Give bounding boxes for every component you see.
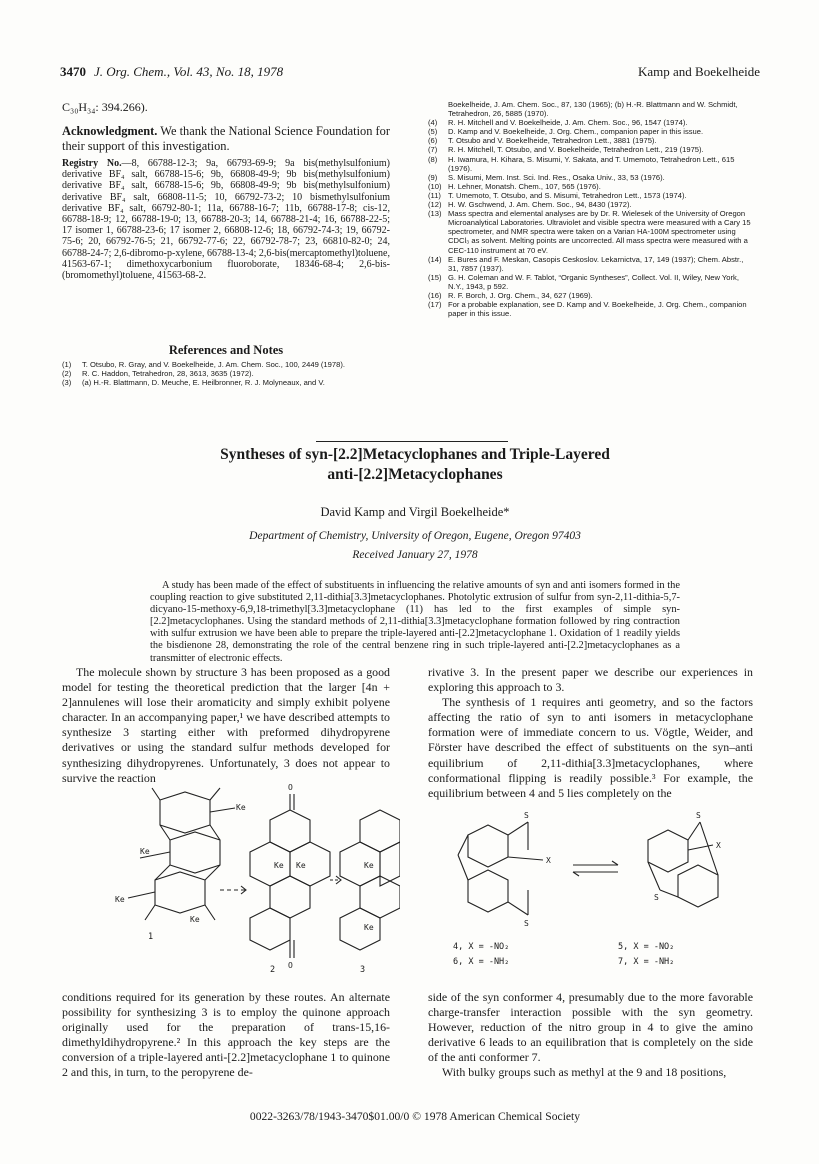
reference-item: (15) G. H. Coleman and W. F. Tablot, “Organic Syntheses”, Collect. Vol. II, Wiley, New York, N.Y., 1943, p 592. [428,272,739,291]
label-methyl: Ke [190,915,200,924]
references-heading: References and Notes [168,343,284,357]
compound-label-2: 2 [270,965,276,975]
reference-item: (14) E. Bures and F. Meskan, Casopis Ceskoslov. Lekarnictva, 17, 149 (1937); Chem. Abstr., 31, 7857 (1937). [428,254,744,273]
label-sulfur: S [696,811,701,820]
title-line-2: anti-[2.2]Metacyclophanes [327,466,503,483]
reference-item: (3) (a) H.-R. Blattmann, D. Meuche, E. Heilbronner, R. J. Molyneaux, and V. [62,378,325,388]
label-methyl: Ke [274,861,284,870]
registry-label: Registry No. [62,158,122,169]
body-paragraph: side of the syn conformer 4, presumably due to the more favorable charge-transfer interaction possible with the syn geometry. However, reduction of the nitro group in 4 to give the amino derivative 6 leads to an equilibration that is completely on the side of the anti conformer 7. [428,990,753,1065]
label-sulfur: S [654,893,659,902]
body-paragraph: conditions required for its generation by these routes. An alternate possibility for synthesizing 3 is to employ the quinone approach originally used for the preparation of trans-15,16-dimethyldihydropyrene.² In this approach the key steps are the conversion of a triple-layered anti-[2.2]metacyclophane 1 to quinone 2 and this, in turn, to the peropyrene de- [62,990,390,1080]
chemical-structures-right [428,800,758,940]
label-oxygen: O [288,961,293,970]
label-methyl: Ke [140,847,150,856]
label-methyl: Ke [236,803,246,812]
reference-item: (17) For a probable explanation, see D. Kamp and V. Boekelheide, J. Org. Chem., companion paper in this issue. [428,300,747,319]
figure-compounds-1-2-3 [60,780,400,980]
compound-label-4: 4, X = -NO₂ [453,942,510,952]
body-paragraph: rivative 3. In the present paper we describe our experiences in exploring this approach to 3. [428,665,753,695]
article-divider [316,441,508,442]
title-line-1: Syntheses of syn-[2.2]Metacyclophanes and Triple-Layered [220,446,610,463]
article-abstract: A study has been made of the effect of substituents in influencing the relative amounts of syn and anti isomers formed in the coupling reaction to give substituted 2,11-dithia[3.3]metacyclophanes. Photolytic extrusion of sulfur from syn-2,11-dithia-5,7-dicyano-15-methoxy-6,9,18-trimethyl[3.3]metacyclophane (11) has led to the first examples of simple syn-[2.2]metacyclophanes. Using the standard methods of 2,11-dithia[3.3]metacyclophane formation followed by ring contraction with sulfur extrusion we have been able to prepare the triple-layered anti-[2.2]metacyclophane 1. Oxidation of 1 readily yields the bisdienone 28, demonstrating the role of the central benzene ring in such triple-layered anti-[2.2]metacyclophanes as a transmitter of electronic effects. [150,580,680,664]
reference-item: (16) R. F. Borch, J. Org. Chem., 34, 627 (1969). [428,290,593,300]
label-methyl: Ke [364,923,374,932]
copyright-footer: 0022-3263/78/1943-3470$01.00/0 © 1978 American Chemical Society [249,1110,581,1123]
compound-label-7: 7, X = -NH₂ [618,957,675,967]
reference-item: (8) H. Iwamura, H. Kihara, S. Misumi, Y. Sakata, and T. Umemoto, Tetrahedron Lett., 615 (1976). [428,154,735,173]
references-right [428,100,753,318]
label-methyl: Ke [296,861,306,870]
reference-item: (5) D. Kamp and V. Boekelheide, J. Org. Chem., companion paper in this issue. [428,127,704,137]
article-received: Received January 27, 1978 [352,549,478,561]
body-right-bottom [428,990,753,1081]
compound-label-5: 5, X = -NO₂ [618,942,675,952]
compound-label-6: 6, X = -NH₂ [453,957,510,967]
registry-text: —8, 66788-12-3; 9a, 66793-69-9; 9a bis(methylsulfonium) derivative BF₄ salt, 66788-15-6; 9b, 66808-49-9; 9b bis(methylsulfonium) derivative BF₄ salt, 66788-15-6; 9b, 66808-49-9; 9b bis(methylsulfonium) derivative BF₄ salt, 66808-11-5; 10, 66792-73-2; 10 bismethylsulfonium derivative BF₄ salt, 66792-80-1; 11a, 66788-16-7; 11b, 66788-17-8; cis-12, 66788-18-9; 12, 66788-19-0; 13, 66788-20-3; 14, 66788-21-4; 16, 66788-22-5; 17 isomer 1, 66788-23-6; 17 isomer 2, 66808-12-6; 18, 66792-74-3; 19, 66792-75-6; 20, 66792-76-5; 21, 66792-77-6; 22, 66792-78-7; 23, 66810-82-0; 24, 66788-24-7; 2,6-dibromo-p-xylene, 66788-13-4; 2,6-bis(mercaptomethyl)toluene, 41563-67-1; dimethoxycarbonium fluoroborate, 18346-68-4; 2,6-bis-(bromomethyl)toluene, 41563-68-2. [62,158,390,282]
reference-item: (4) R. H. Mitchell and V. Boekelheide, J. Am. Chem. Soc., 96, 1547 (1974). [428,118,688,128]
body-left-top [62,665,390,786]
compound-label-3: 3 [360,965,366,975]
reference-item: (2) R. C. Haddon, Tetrahedron, 28, 3613, 3635 (1972). [62,369,254,379]
article-affiliation: Department of Chemistry, University of Oregon, Eugene, Oregon 97403 [249,530,581,542]
references-left [62,360,390,387]
running-head [60,64,760,80]
article-authors: David Kamp and Virgil Boekelheide* [320,505,510,519]
label-substituent-x: X [716,841,721,850]
ack-label: Acknowledgment. [62,124,158,138]
registry-numbers [62,158,390,281]
reference-item: (10) H. Lehner, Monatsh. Chem., 107, 565 (1976). [428,181,601,191]
running-head-left [60,64,283,80]
reference-item: (7) R. H. Mitchell, T. Otsubo, and V. Boekelheide, Tetrahedron Lett., 219 (1975). [428,145,704,155]
label-sulfur: S [524,811,529,820]
reference-item: (13) Mass spectra and elemental analyses are by Dr. R. Wielesek of the University of Oregon Microanalytical Laboratories. Ultraviolet and visible spectra were measured with a Cary 15 spectrometer, and NMR spectra were taken on a Varian HA-100M spectrometer using CDCl₃ as solvent. Melting points are uncorrected. All mass spectra were measured with a CEC-110 instrument at 70 eV. [428,209,751,255]
journal-citation: J. Org. Chem., Vol. 43, No. 18, 1978 [94,64,284,79]
page-number: 3470 [60,64,86,79]
label-substituent-x: X [546,856,551,865]
label-sulfur: S [524,919,529,928]
reference-item: Boekelheide, J. Am. Chem. Soc., 87, 130 (1965); (b) H.-R. Blattmann and W. Schmidt, Tetrahedron, 26, 5885 (1970). [448,100,738,119]
chemical-structures-left [60,780,400,980]
formula-line: C₃₀H₃₄: 394.266). [62,100,148,114]
label-methyl: Ke [115,895,125,904]
body-paragraph: The molecule shown by structure 3 has been proposed as a good model for testing the theoretical prediction that the larger [4n + 2]annulenes will lose their aromaticity and simply exhibit polyene character. In an accompanying paper,¹ we have described attempts to synthesize 3 starting either with preformed dihydropyrene derivatives or using the standard sulfur methods developed for synthesizing dihydropyrenes. Unfortunately, 3 does not appear to survive the reaction [62,665,390,785]
ack-text: We thank the National Science Foundation for their support of this investigation. [62,124,390,153]
article-title [150,445,680,485]
label-oxygen: O [288,783,293,792]
body-paragraph: With bulky groups such as methyl at the 9 and 18 positions, [442,1065,727,1080]
reference-item: (12) H. W. Gschwend, J. Am. Chem. Soc., 94, 8430 (1972). [428,200,632,210]
running-head-authors: Kamp and Boekelheide [637,64,760,79]
figure-equilibrium-4-5 [428,800,758,980]
reference-item: (9) S. Misumi, Mem. Inst. Sci. Ind. Res., Osaka Univ., 33, 53 (1976). [428,172,665,182]
compound-label-1: 1 [148,932,154,942]
acknowledgment [62,124,390,154]
label-methyl: Ke [364,861,374,870]
reference-item: (11) T. Umemoto, T. Otsubo, and S. Misumi, Tetrahedron Lett., 1573 (1974). [428,190,687,200]
reference-item: (1) T. Otsubo, R. Gray, and V. Boekelheide, J. Am. Chem. Soc., 100, 2449 (1978). [62,360,345,369]
reference-item: (6) T. Otsubo and V. Boekelheide, Tetrahedron Lett., 3881 (1975). [428,136,657,146]
body-left-bottom [62,990,390,1081]
body-paragraph: The synthesis of 1 requires anti geometry, and so the factors affecting the ratio of syn to anti isomers in metacyclophane formation were of immediate concern to us. Vögtle, Weider, and Förster have described the effect of substituents on the syn–anti equilibrium of 2,11-dithia[3.3]metacyclophanes, where conformational flipping is readily possible.³ For example, the equilibrium between 4 and 5 lies completely on the [428,695,753,800]
body-right-top [428,665,753,801]
